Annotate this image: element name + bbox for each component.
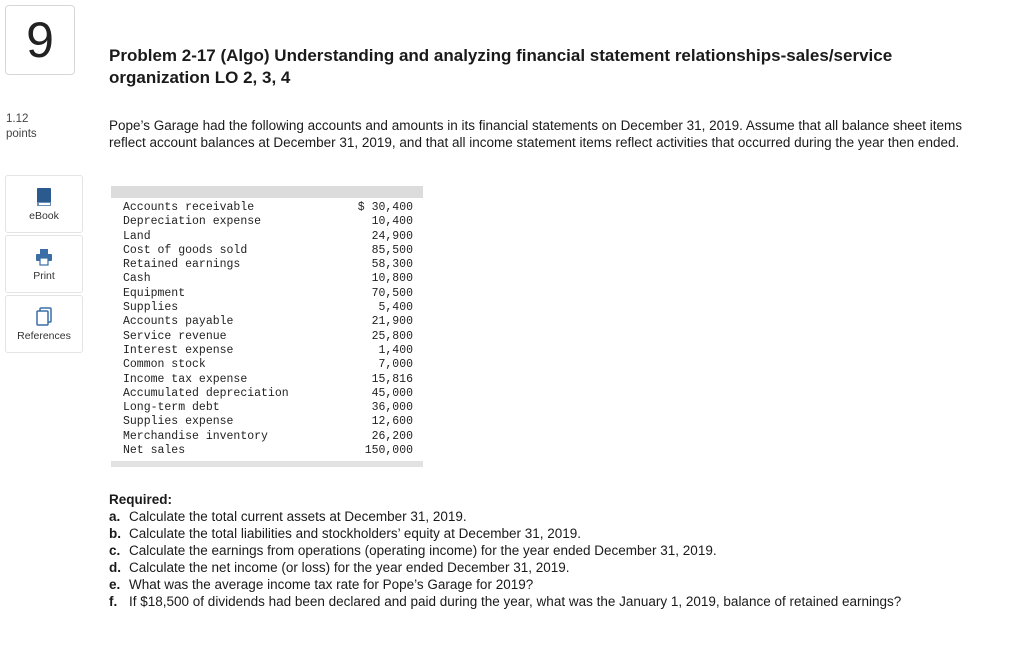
item-text: Calculate the net income (or loss) for the year ended December 31, 2019. <box>129 560 570 575</box>
points-display <box>6 112 37 142</box>
table-row <box>111 215 423 229</box>
references-icon <box>35 307 53 327</box>
ebook-label: eBook <box>29 209 59 222</box>
account-amount: 7,000 <box>378 358 413 372</box>
problem-intro: Pope’s Garage had the following accounts and amounts in its financial statements on December 31, 2019. Assume that all balance sheet items reflect account balances at December 31, 2019, and that all income statement items reflect activities that occurred during the year then ended. <box>109 118 963 150</box>
ebook-button[interactable] <box>5 175 83 233</box>
required-heading: Required: <box>109 492 173 507</box>
account-amount: 10,400 <box>371 215 413 229</box>
account-name: Accounts payable <box>123 315 234 329</box>
item-text: If $18,500 of dividends had been declared and paid during the year, what was the January 1, 2019, balance of retained earnings? <box>129 594 902 609</box>
account-name: Net sales <box>123 444 186 458</box>
account-amount: 25,800 <box>371 329 413 343</box>
item-letter: c. <box>109 543 121 558</box>
table-row <box>111 201 423 215</box>
table-row <box>111 373 423 387</box>
item-letter: a. <box>109 509 121 524</box>
references-label: References <box>17 329 71 342</box>
account-name: Accounts receivable <box>123 201 255 214</box>
item-text: Calculate the total current assets at December 31, 2019. <box>129 509 467 524</box>
account-amount: 26,200 <box>371 429 413 443</box>
item-letter: e. <box>109 577 121 592</box>
accounts-table <box>111 186 423 467</box>
account-amount: 5,400 <box>378 301 413 315</box>
item-letter: f. <box>109 594 118 609</box>
account-amount: 1,400 <box>378 343 413 357</box>
table-row <box>111 430 423 444</box>
account-name: Long-term debt <box>123 401 220 415</box>
references-button[interactable] <box>5 295 83 353</box>
accounts-list <box>111 198 423 461</box>
account-name: Accumulated depreciation <box>123 386 289 400</box>
account-name: Income tax expense <box>123 372 248 386</box>
list-item <box>109 542 1009 559</box>
account-name: Common stock <box>123 358 206 372</box>
table-row <box>111 344 423 358</box>
account-amount: 15,816 <box>371 372 413 386</box>
table-row <box>111 301 423 315</box>
item-text: Calculate the earnings from operations (operating income) for the year ended December 31, 2019. <box>129 543 717 558</box>
item-text: What was the average income tax rate for Pope’s Garage for 2019? <box>129 577 534 592</box>
table-row <box>111 230 423 244</box>
account-name: Supplies expense <box>123 415 234 429</box>
account-name: Depreciation expense <box>123 215 262 229</box>
table-row <box>111 330 423 344</box>
points-label: points <box>6 128 37 140</box>
table-row <box>111 401 423 415</box>
list-item <box>109 593 1009 610</box>
points-value: 1.12 <box>6 113 29 125</box>
printer-icon <box>35 247 53 267</box>
table-row <box>111 258 423 272</box>
problem-title: Problem 2-17 (Algo) Understanding and analyzing financial statement relationships-sales/service organization LO 2, 3, 4 <box>109 46 893 87</box>
account-name: Retained earnings <box>123 258 241 272</box>
question-number: 9 <box>5 5 75 75</box>
account-amount: 12,600 <box>371 415 413 429</box>
account-name: Supplies <box>123 301 179 315</box>
list-item <box>109 525 1009 542</box>
account-name: Cost of goods sold <box>123 243 248 257</box>
list-item <box>109 576 1009 593</box>
table-row <box>111 272 423 286</box>
item-letter: d. <box>109 560 121 575</box>
account-amount: 10,800 <box>371 272 413 286</box>
list-item <box>109 559 1009 576</box>
account-amount: 70,500 <box>371 286 413 300</box>
table-row <box>111 315 423 329</box>
list-item <box>109 508 1009 525</box>
account-amount: 24,900 <box>371 229 413 243</box>
table-row <box>111 444 423 458</box>
print-button[interactable] <box>5 235 83 293</box>
item-text: Calculate the total liabilities and stockholders’ equity at December 31, 2019. <box>129 526 582 541</box>
table-row <box>111 358 423 372</box>
account-amount: 45,000 <box>371 386 413 400</box>
table-row <box>111 287 423 301</box>
account-amount: $ 30,400 <box>357 201 413 214</box>
account-name: Land <box>123 229 151 243</box>
account-amount: 21,900 <box>371 315 413 329</box>
account-name: Equipment <box>123 286 186 300</box>
account-name: Cash <box>123 272 151 286</box>
account-amount: 36,000 <box>371 401 413 415</box>
account-name: Interest expense <box>123 343 234 357</box>
table-row <box>111 415 423 429</box>
account-name: Merchandise inventory <box>123 429 268 443</box>
account-amount: 150,000 <box>364 444 413 458</box>
table-row <box>111 387 423 401</box>
book-icon <box>36 187 52 207</box>
table-row <box>111 244 423 258</box>
required-section <box>109 491 1009 610</box>
print-label: Print <box>33 269 55 282</box>
account-amount: 85,500 <box>371 243 413 257</box>
item-letter: b. <box>109 526 121 541</box>
account-name: Service revenue <box>123 329 227 343</box>
account-amount: 58,300 <box>371 258 413 272</box>
